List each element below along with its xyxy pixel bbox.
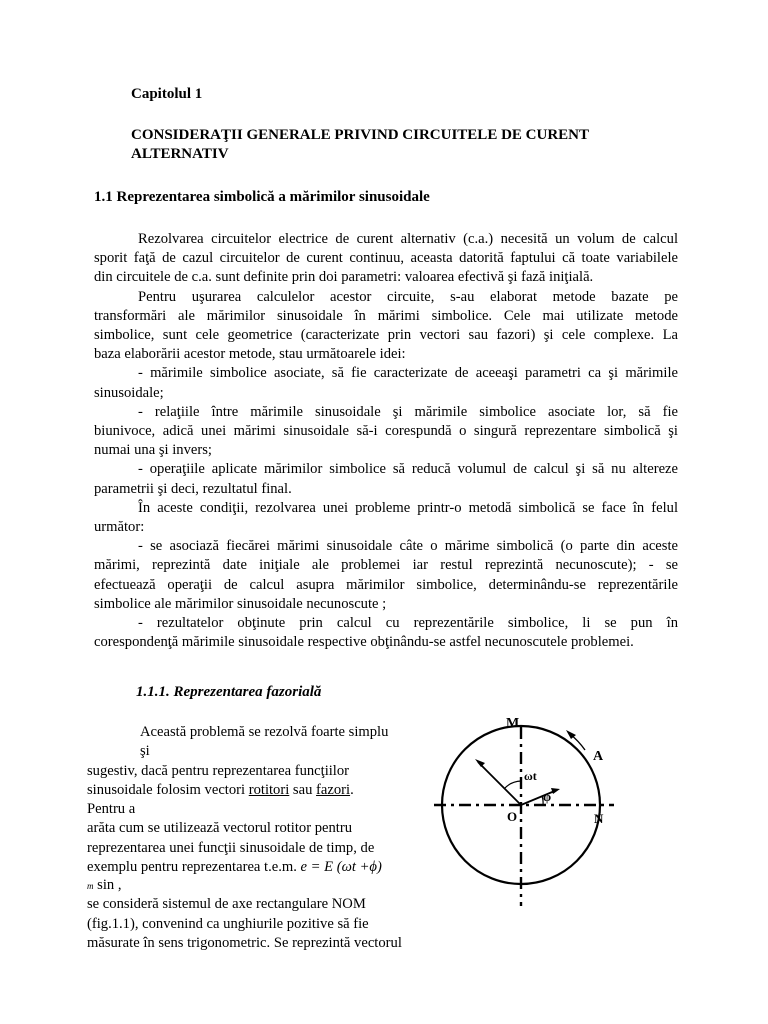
text-line: reprezentarea unei funcţii sinusoidale de timp, de <box>87 839 375 856</box>
term-fazori: fazori <box>316 781 351 798</box>
text-line: Această problemă se rezolvă foarte simplu <box>140 724 389 740</box>
text-line <box>87 781 402 800</box>
left-column-text <box>87 723 402 953</box>
body-line: următor: <box>94 519 145 536</box>
omega-t-arc <box>504 781 521 789</box>
body-line: mărimi, reprezintă date iniţiale ale problemei iar restul reprezintă necunoscute); - se <box>94 557 678 574</box>
chapter-label: Capitolul 1 <box>131 86 203 102</box>
text-line: şi <box>140 743 150 760</box>
text-fragment: exemplu pentru reprezentarea t.e.m. <box>87 859 301 876</box>
body-line: - rezultatelor obţinute prin calcul cu reprezentările simbolice, li se pun în <box>138 615 678 632</box>
label-omega-t: ωt <box>524 769 537 783</box>
label-phi: φ <box>543 789 552 804</box>
body-line: În aceste condiţii, rezolvarea unei probleme printr-o metodă simbolică se face în felul <box>138 499 678 516</box>
text-line: se consideră sistemul de axe rectangulare NOM <box>87 896 366 913</box>
body-line: parametrii şi deci, rezultatul final. <box>94 480 292 497</box>
text-line: Pentru a <box>87 801 136 818</box>
subscript-m: m <box>87 881 94 892</box>
chapter-title-line2: ALTERNATIV <box>131 146 229 162</box>
phasor-diagram-figure <box>430 710 620 910</box>
body-line: sinusoidale; <box>94 384 164 401</box>
section-title: 1.1 Reprezentarea simbolică a mărimilor sinusoidale <box>94 189 430 205</box>
initial-phase-vector-arrowhead <box>551 788 560 794</box>
body-line: transformări ale mărimilor sinusoidale în mărimi simbolice. Cele mai utilizate metode <box>94 307 678 324</box>
body-line: Pentru uşurarea calculelor acestor circuite, s-au elaborat metode bazate pe <box>138 288 678 305</box>
text-fragment: sinusoidale folosim vectori <box>87 781 249 798</box>
emf-formula: e = E (ωt +ϕ) <box>300 859 382 876</box>
body-line: Rezolvarea circuitelor electrice de curent alternativ (c.a.) necesită un volum de calcul <box>138 231 678 247</box>
body-line: din circuitele de c.a. sunt definite prin doi parametri: valoarea efectivă şi fază iniţială. <box>94 269 594 286</box>
body-line: baza elaborării acestor metode, stau următoarele idei: <box>94 346 406 363</box>
term-rotitori: rotitori <box>248 781 290 798</box>
label-N: N <box>594 811 604 826</box>
body-line: - relaţiile între mărimile sinusoidale şi mărimile simbolice asociate lor, să fie <box>138 403 678 420</box>
body-text <box>94 230 678 652</box>
subsection-title: 1.1.1. Reprezentarea fazorială <box>136 684 322 700</box>
label-M: M <box>506 716 520 731</box>
text-line: măsurate în sens trigonometric. Se reprezintă vectorul <box>87 934 402 951</box>
text-line: sugestiv, dacă pentru reprezentarea funcţiilor <box>87 762 350 779</box>
text-line: (fig.1.1), convenind ca unghiurile pozitive să fie <box>87 915 369 932</box>
text-line <box>87 858 402 877</box>
body-line: sporit faţă de cazul circuitelor de curent continuu, aceasta datorită faptului că toate variabilele <box>94 250 678 267</box>
label-A: A <box>593 749 604 764</box>
rotating-vector <box>478 762 521 805</box>
body-line: biunivoce, adică unei mărimi sinusoidale să-i corespundă o singură reprezentare simbolică şi <box>94 423 678 440</box>
body-line: - se asociază fiecărei mărimi sinusoidale câte o mărime simbolică (o parte din aceste <box>138 538 678 555</box>
body-line: numai una şi invers; <box>94 442 212 459</box>
text-line <box>87 877 402 895</box>
text-fragment: . <box>350 781 354 798</box>
chapter-title-line1: CONSIDERAŢII GENERALE PRIVIND CIRCUITELE DE CURENT <box>131 127 589 143</box>
body-line: efectuează operaţii de calcul asupra mărimilor simbolice, determinându-se reprezentările <box>94 576 678 593</box>
text-fragment: sin , <box>93 877 122 894</box>
text-line: arăta cum se utilizează vectorul rotitor pentru <box>87 820 352 837</box>
body-line: - mărimile simbolice asociate, să fie caracterizate de aceeaşi parametri ca şi mărimile <box>138 365 678 382</box>
body-line: - operaţiile aplicate mărimilor simbolice să reducă volumul de calcul şi să nu altereze <box>138 461 678 478</box>
text-fragment: sau <box>289 781 317 798</box>
initial-phase-vector <box>521 790 557 805</box>
body-line: corespondenţă mărimile sinusoidale respective obţinându-se astfel necunoscutele problemei. <box>94 634 634 651</box>
label-O: O <box>507 809 518 824</box>
rotating-vector-arrowhead <box>475 759 485 767</box>
body-line: simbolice ale mărimilor sinusoidale necunoscute ; <box>94 595 387 612</box>
body-line: simbolice, sunt cele geometrice (caracterizate prin vectori sau fazori) şi cele complexe. La <box>94 327 678 344</box>
